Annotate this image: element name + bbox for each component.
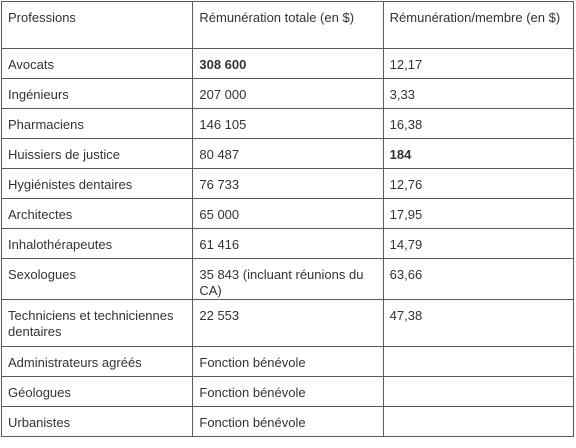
per-member-value: 12,76	[389, 177, 423, 192]
total-cell	[193, 347, 383, 377]
total-value: 61 416	[199, 237, 240, 252]
per-member-value: 12,17	[389, 57, 423, 72]
header-label: Rémunération/membre (en $)	[389, 10, 561, 25]
per-member-cell	[383, 300, 573, 347]
total-cell	[193, 139, 383, 169]
total-cell	[193, 49, 383, 79]
per-member-value	[390, 377, 567, 385]
profession-cell	[2, 79, 193, 109]
profession-cell	[2, 347, 193, 377]
header-label: Professions	[8, 10, 76, 25]
total-value: Fonction bénévole	[199, 355, 306, 370]
per-member-value: 63,66	[389, 267, 423, 282]
total-value: Fonction bénévole	[199, 415, 306, 430]
header-cell-profession	[2, 2, 193, 49]
total-value: Fonction bénévole	[199, 385, 306, 400]
total-cell	[193, 169, 383, 199]
total-cell	[193, 79, 383, 109]
per-member-value: 3,33	[389, 87, 415, 102]
per-member-value	[390, 347, 567, 355]
table-row	[2, 199, 574, 229]
total-value: 207 000	[199, 87, 247, 102]
per-member-cell	[383, 169, 573, 199]
table-row	[2, 347, 574, 377]
per-member-cell	[383, 407, 573, 437]
table-row	[2, 109, 574, 139]
profession-cell	[2, 199, 193, 229]
header-cell-total	[193, 2, 383, 49]
total-cell	[193, 407, 383, 437]
total-cell	[193, 229, 383, 259]
total-value: 76 733	[199, 177, 240, 192]
profession-label: Géologues	[8, 385, 71, 400]
profession-label: Inhalothérapeutes	[8, 237, 113, 252]
profession-label: Avocats	[8, 57, 55, 72]
table-row	[2, 407, 574, 437]
profession-cell	[2, 300, 193, 347]
total-value: 22 553	[199, 308, 240, 323]
per-member-cell	[383, 199, 573, 229]
remuneration-table	[1, 1, 574, 437]
total-cell	[193, 259, 383, 300]
total-cell	[193, 109, 383, 139]
profession-label: Ingénieurs	[8, 87, 69, 102]
per-member-cell	[383, 347, 573, 377]
header-cell-per-member	[383, 2, 573, 49]
total-cell	[193, 300, 383, 347]
per-member-cell	[383, 377, 573, 407]
profession-cell	[2, 49, 193, 79]
per-member-cell	[383, 109, 573, 139]
profession-label: Sexologues	[8, 267, 76, 282]
per-member-cell	[383, 139, 573, 169]
total-value: 308 600	[199, 57, 247, 72]
profession-label: Architectes	[8, 207, 73, 222]
profession-cell	[2, 407, 193, 437]
per-member-value: 16,38	[389, 117, 423, 132]
profession-label: Techniciens et techniciennes dentaires	[8, 308, 174, 339]
total-value: 35 843 (incluant réunions du CA)	[199, 267, 364, 298]
table-row	[2, 300, 574, 347]
profession-label: Administrateurs agréés	[8, 355, 142, 370]
total-value: 65 000	[199, 207, 240, 222]
table-row	[2, 377, 574, 407]
per-member-value: 17,95	[389, 207, 423, 222]
profession-label: Pharmaciens	[8, 117, 84, 132]
profession-cell	[2, 229, 193, 259]
table-row	[2, 259, 574, 300]
profession-cell	[2, 377, 193, 407]
table-row	[2, 229, 574, 259]
per-member-cell	[383, 259, 573, 300]
header-label: Rémunération totale (en $)	[199, 10, 355, 25]
total-value: 146 105	[199, 117, 247, 132]
table-row	[2, 169, 574, 199]
per-member-value: 184	[389, 147, 412, 162]
profession-cell	[2, 139, 193, 169]
table-row	[2, 49, 574, 79]
profession-cell	[2, 259, 193, 300]
profession-label: Huissiers de justice	[8, 147, 120, 162]
table-row	[2, 79, 574, 109]
header-row	[2, 2, 574, 49]
profession-label: Urbanistes	[8, 415, 71, 430]
per-member-cell	[383, 79, 573, 109]
per-member-value	[390, 407, 567, 415]
per-member-value: 14,79	[389, 237, 423, 252]
table-row	[2, 139, 574, 169]
per-member-cell	[383, 49, 573, 79]
total-value: 80 487	[199, 147, 240, 162]
per-member-cell	[383, 229, 573, 259]
total-cell	[193, 377, 383, 407]
profession-label: Hygiénistes dentaires	[8, 177, 133, 192]
profession-cell	[2, 169, 193, 199]
per-member-value: 47,38	[389, 308, 423, 323]
total-cell	[193, 199, 383, 229]
profession-cell	[2, 109, 193, 139]
